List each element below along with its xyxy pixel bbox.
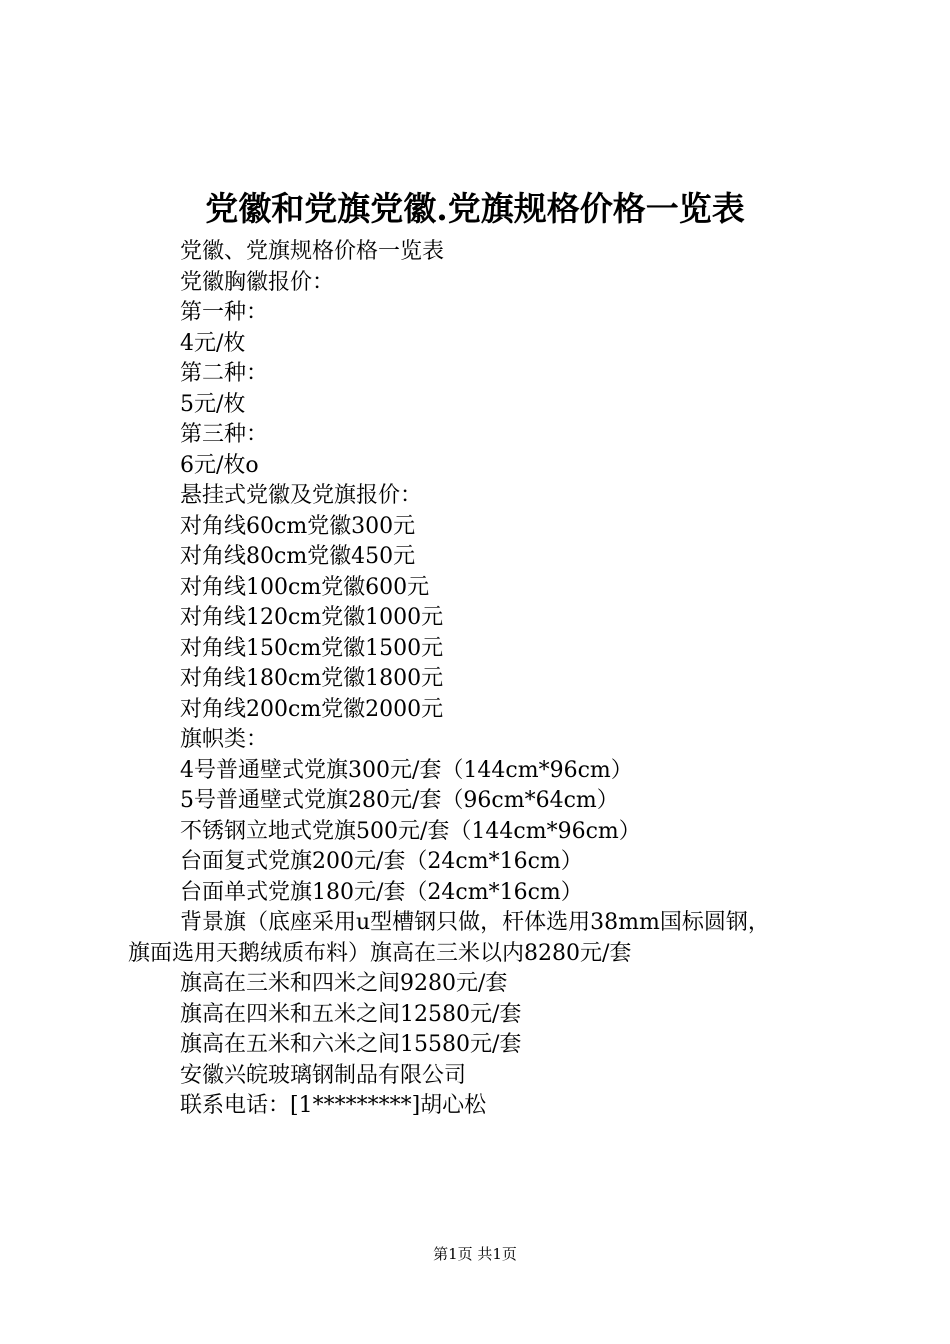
body-line: 第三种： [180,422,269,447]
body-line: 党徽、党旗规格价格一览表 [180,239,445,264]
paragraph-first-line: 背景旗（底座采用u型槽钢只做，杆体选用38mm国标圆钢， [180,910,770,935]
body-line: 对角线180cm党徽1800元 [180,666,444,691]
body-line: 6元/枚o [180,452,259,478]
body-line: 对角线80cm党徽450元 [180,544,416,569]
body-line: 台面复式党旗200元/套（24cm*16cm） [180,849,583,874]
body-line: 4号普通壁式党旗300元/套（144cm*96cm） [180,757,633,783]
body-line: 5元/枚 [180,391,246,417]
body-line: 旗帜类： [180,727,269,752]
body-line: 悬挂式党徽及党旗报价： [180,483,423,508]
body-line: 旗高在五米和六米之间15580元/套 [180,1032,522,1057]
body-line: 对角线200cm党徽2000元 [180,696,444,722]
body-line: 对角线150cm党徽1500元 [180,635,444,661]
document-body [128,237,858,1122]
body-line: 不锈钢立地式党旗500元/套（144cm*96cm） [180,818,641,844]
paragraph-second-line: 旗面选用天鹅绒质布料）旗高在三米以内8280元/套 [128,940,632,966]
body-line: 第二种： [180,361,269,386]
body-line: 台面单式党旗180元/套（24cm*16cm） [180,879,583,905]
contact-phone: 联系电话：[1*********]胡心松 [180,1093,487,1118]
body-line: 4元/枚 [180,330,246,356]
body-line: 第一种： [180,300,269,325]
company-name: 安徽兴皖玻璃钢制品有限公司 [180,1062,467,1088]
body-line: 旗高在三米和四米之间9280元/套 [180,971,508,996]
background-flag-paragraph [128,908,858,969]
page-footer: 第1页 共1页 [433,1245,517,1263]
body-line: 对角线60cm党徽300元 [180,513,416,539]
document-title: 党徽和党旗党徽.党旗规格价格一览表 [205,189,745,228]
body-line: 对角线100cm党徽600元 [180,574,430,600]
body-line: 对角线120cm党徽1000元 [180,605,444,630]
body-line: 旗高在四米和五米之间12580元/套 [180,1001,522,1027]
body-line: 党徽胸徽报价： [180,269,335,295]
body-line: 5号普通壁式党旗280元/套（96cm*64cm） [180,788,619,813]
